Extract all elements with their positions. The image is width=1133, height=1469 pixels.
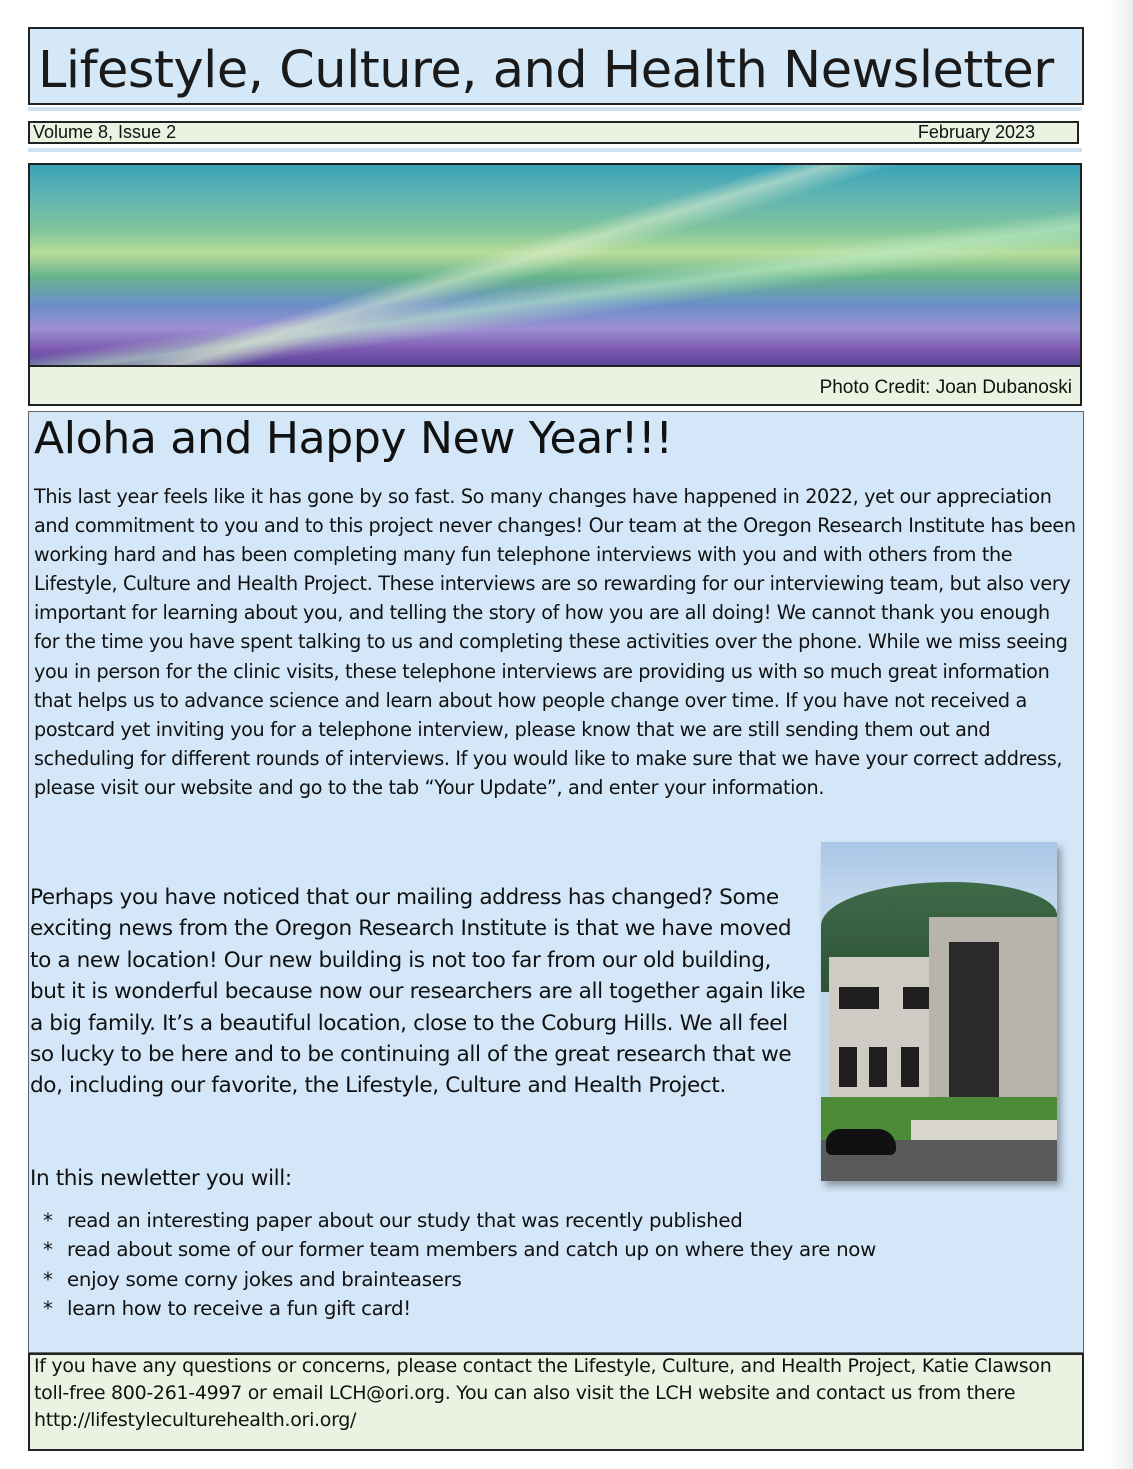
contact-text: If you have any questions or concerns, please contact the Lifestyle, Culture, and Health Project, Katie Clawson toll-free 800-261-4997 or email LCH@ori.org. You can also visit the LCH website and contact us from there http://lifestyleculturehealth.ori.org/	[34, 1355, 1052, 1431]
divider	[28, 107, 1082, 111]
building-entrance	[949, 942, 999, 1102]
list-item	[43, 1206, 876, 1235]
issue-date: February 2023	[917, 122, 1035, 142]
bullet-marker: *	[43, 1209, 53, 1232]
list-item-text: read about some of our former team members and catch up on where they are now	[67, 1238, 876, 1262]
issue-bar	[28, 121, 1079, 144]
list-item	[43, 1235, 876, 1264]
masthead	[28, 27, 1084, 105]
article-paragraph-1: This last year feels like it has gone by so fast. So many changes have happened in 2022, yet our appreciation and commitment to you and to this project never changes! Our team at the Oregon Research Institute has been working hard and has been completing many fun telephone interviews with you and with others from the Lifestyle, Culture and Health Project. These interviews are so rewarding for our interviewing team, but also very important for learning about you, and telling the story of how you are all doing! We cannot thank you enough for the time you have spent talking to us and completing these activities over the phone. While we miss seeing you in person for the clinic visits, these telephone interviews are providing us with so much great information that helps us to advance science and learn about how people change over time. If you have not received a postcard yet inviting you for a telephone interview, please know that we are still sending them out and scheduling for different rounds of interviews. If you would like to make sure that we have your correct address, please visit our website and go to the tab “Your Update”, and enter your information.	[34, 485, 1076, 799]
newsletter-contents-intro: In this newletter you will:	[30, 1166, 292, 1191]
building-window	[903, 987, 929, 1009]
contact-footer	[28, 1353, 1084, 1451]
bullet-marker: *	[43, 1267, 53, 1291]
photo-credit: Photo Credit: Joan Dubanoski	[819, 377, 1072, 398]
building-window	[869, 1047, 887, 1087]
building-window	[839, 987, 879, 1009]
bullet-marker: *	[43, 1238, 53, 1262]
article-paragraph-2: Perhaps you have noticed that our mailing address has changed? Some exciting news from the Oregon Research Institute is that we have moved to a new location! Our new building is not too far from our old building, but it is wonderful because now our researchers are all together again like a big family. It’s a beautiful location, close to the Coburg Hills. We all feel so lucky to be here and to be continuing all of the great research that we do, including our favorite, the Lifestyle, Culture and Health Project.	[30, 885, 806, 1099]
volume-issue: Volume 8, Issue 2	[33, 122, 177, 142]
building-window	[839, 1047, 857, 1087]
list-item	[43, 1294, 876, 1323]
page-edge-shadow	[1110, 0, 1133, 1469]
car	[826, 1129, 896, 1155]
building-window	[901, 1047, 919, 1087]
banner-artwork	[30, 165, 1080, 367]
contents-list	[43, 1206, 876, 1324]
bullet-marker: *	[43, 1297, 53, 1321]
main-article	[28, 411, 1084, 1353]
building-photo	[821, 842, 1057, 1181]
list-item-text: read an interesting paper about our study that was recently published	[67, 1209, 743, 1232]
list-item	[43, 1265, 876, 1294]
article-heading: Aloha and Happy New Year!!!	[34, 413, 673, 464]
list-item-text: enjoy some corny jokes and brainteasers	[67, 1267, 462, 1291]
newsletter-title: Lifestyle, Culture, and Health Newsletter	[38, 41, 1054, 100]
banner	[28, 163, 1082, 406]
divider	[28, 148, 1082, 152]
walkway	[911, 1120, 1057, 1140]
list-item-text: learn how to receive a fun gift card!	[67, 1297, 411, 1321]
